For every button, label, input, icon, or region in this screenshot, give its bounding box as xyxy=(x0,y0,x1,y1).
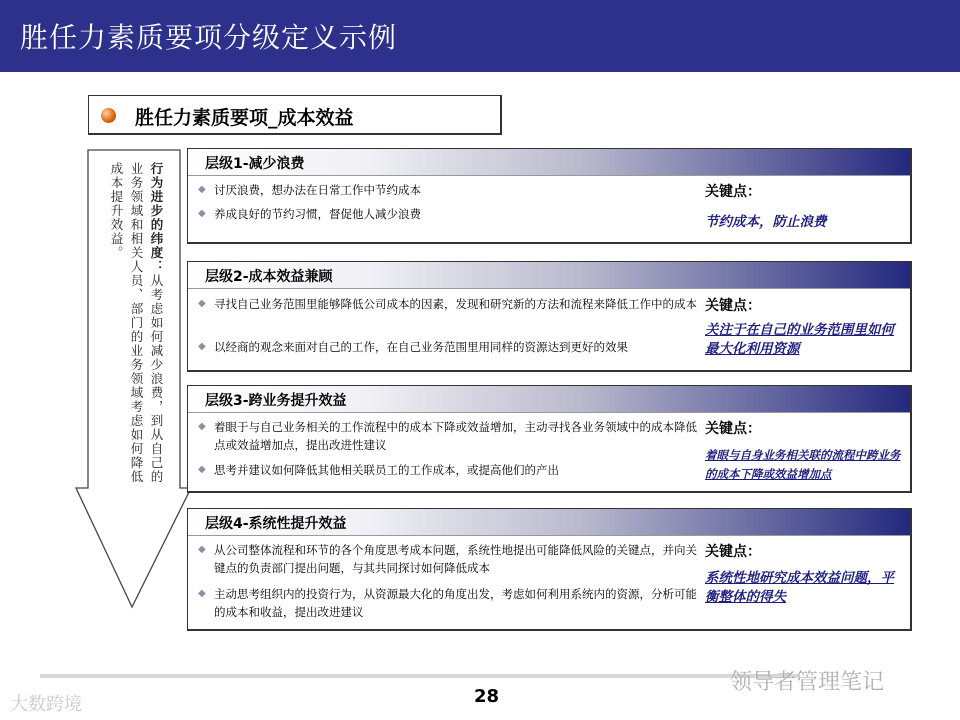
watermark-right: 领导者管理笔记 xyxy=(730,670,885,695)
level-4-box xyxy=(187,508,912,631)
subtitle-box xyxy=(88,95,502,135)
page-title: 胜任力素质要项分级定义示例 xyxy=(20,21,398,54)
level-4-item: ◆ 主动思考组织内的投资行为，从资源最大化的角度出发，考虑如何利用系统内的资源，分析可能的成本和收益，提出改进建议 xyxy=(198,587,697,619)
diamond-bullet-icon: ◆ xyxy=(198,208,206,219)
title-bar xyxy=(0,0,960,72)
level-2-key[interactable]: 关注于在自己的业务范围里如何最大化利用资源 xyxy=(705,322,894,357)
level-1-item: ◆ 讨厌浪费，想办法在日常工作中节约成本 xyxy=(198,183,421,197)
level-1-box xyxy=(187,148,912,244)
subtitle: 胜任力素质要项_成本效益 xyxy=(135,107,354,129)
key-label: 关键点： xyxy=(705,421,761,437)
level-3-item: ◆ 着眼于与自己业务相关的工作流程中的成本下降或效益增加，主动寻找各业务领域中的成本降低点或效益增加点，提出改进性建议 xyxy=(198,420,697,452)
level-1-title: 层级1-减少浪费 xyxy=(188,149,910,176)
bullet-ball-icon xyxy=(101,108,116,123)
diamond-bullet-icon: ◆ xyxy=(198,298,206,309)
key-label: 关键点： xyxy=(705,298,761,314)
level-3-item: ◆ 思考并建议如何降低其他相关联员工的工作成本，或提高他们的产出 xyxy=(198,463,559,477)
level-1-item: ◆ 养成良好的节约习惯，督促他人减少浪费 xyxy=(198,207,421,221)
level-3-title: 层级3-跨业务提升效益 xyxy=(188,386,910,413)
arrow-text-col3: 成本提升效益。 xyxy=(109,162,124,260)
arrow-text-col1-rest: 从考虑如何减少浪费，到从自己的 xyxy=(149,274,164,484)
page-number: 28 xyxy=(474,686,500,707)
arrow-text-col1 xyxy=(148,162,164,492)
level-4-key[interactable]: 系统性地研究成本效益问题，平衡整体的得失 xyxy=(705,570,894,605)
diamond-bullet-icon: ◆ xyxy=(198,421,206,432)
arrow-text-bold: 行为进步的纬度： xyxy=(149,162,164,274)
diamond-bullet-icon: ◆ xyxy=(198,544,206,555)
footer-divider xyxy=(40,674,800,678)
level-2-title: 层级2-成本效益兼顾 xyxy=(188,262,910,289)
key-label: 关键点： xyxy=(705,544,761,560)
level-3-box xyxy=(187,385,912,493)
watermark-left: 大数跨境 xyxy=(10,694,82,715)
key-label: 关键点： xyxy=(705,184,761,200)
arrow-text-col2: 业务领域和相关人员、部门的业务领域考虑如何降低 xyxy=(129,162,144,484)
diamond-bullet-icon: ◆ xyxy=(198,588,206,599)
diamond-bullet-icon: ◆ xyxy=(198,341,206,352)
level-2-item: ◆ 寻找自己业务范围里能够降低公司成本的因素，发现和研究新的方法和流程来降低工作中的成本 xyxy=(198,297,697,311)
level-2-box xyxy=(187,261,912,372)
level-3-key[interactable]: 着眼与自身业务相关联的流程中跨业务的成本下降或效益增加点 xyxy=(705,448,901,481)
level-4-item: ◆ 从公司整体流程和环节的各个角度思考成本问题，系统性地提出可能降低风险的关键点，并向关键点的负责部门提出问题，与其共同探讨如何降低成本 xyxy=(198,543,697,575)
level-1-key: 节约成本，防止浪费 xyxy=(705,214,827,230)
diamond-bullet-icon: ◆ xyxy=(198,464,206,475)
diamond-bullet-icon: ◆ xyxy=(198,184,206,195)
level-4-title: 层级4-系统性提升效益 xyxy=(188,509,910,536)
level-2-item: ◆ 以经商的观念来面对自己的工作，在自己业务范围里用同样的资源达到更好的效果 xyxy=(198,340,628,354)
